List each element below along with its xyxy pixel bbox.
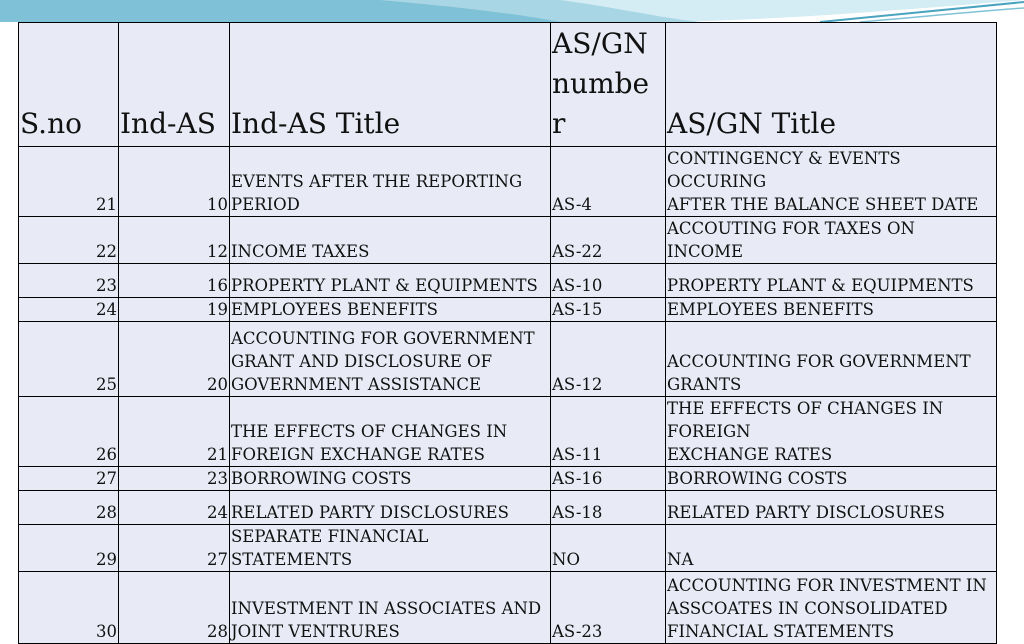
header-indas-title: Ind-AS Title bbox=[230, 23, 551, 147]
table-row bbox=[19, 322, 997, 397]
indas-number-cell: 21 bbox=[119, 397, 230, 467]
asgn-number-cell: AS-4 bbox=[551, 147, 666, 217]
indas-title-cell: THE EFFECTS OF CHANGES IN FOREIGN EXCHANGE RATES bbox=[230, 397, 551, 467]
header-asgn-number: AS/GN numbe r bbox=[551, 23, 666, 147]
sno-cell: 24 bbox=[19, 298, 119, 322]
sno-cell: 25 bbox=[19, 322, 119, 397]
sno-cell: 30 bbox=[19, 572, 119, 644]
sno-cell: 23 bbox=[19, 264, 119, 298]
indas-number-cell: 27 bbox=[119, 525, 230, 572]
header-sno: S.no bbox=[19, 23, 119, 147]
asgn-title-cell: ACCOUNTING FOR GOVERNMENT GRANTS bbox=[666, 322, 997, 397]
asgn-number-cell: AS-23 bbox=[551, 572, 666, 644]
header-asgn-title: AS/GN Title bbox=[666, 23, 997, 147]
asgn-title-cell: NA bbox=[666, 525, 997, 572]
sno-cell: 21 bbox=[19, 147, 119, 217]
asgn-number-cell: AS-22 bbox=[551, 217, 666, 264]
table-row bbox=[19, 572, 997, 644]
table-row bbox=[19, 467, 997, 491]
header-row bbox=[19, 23, 997, 147]
asgn-number-cell: NO bbox=[551, 525, 666, 572]
asgn-title-cell: ACCOUNTING FOR INVESTMENT IN ASSCOATES IN CONSOLIDATED FINANCIAL STATEMENTS bbox=[666, 572, 997, 644]
asgn-number-cell: AS-10 bbox=[551, 264, 666, 298]
sno-cell: 26 bbox=[19, 397, 119, 467]
indas-number-cell: 28 bbox=[119, 572, 230, 644]
indas-title-cell: BORROWING COSTS bbox=[230, 467, 551, 491]
indas-title-cell: EMPLOYEES BENEFITS bbox=[230, 298, 551, 322]
table-row bbox=[19, 217, 997, 264]
asgn-title-cell: BORROWING COSTS bbox=[666, 467, 997, 491]
table-row bbox=[19, 298, 997, 322]
indas-title-cell: INVESTMENT IN ASSOCIATES AND JOINT VENTRURES bbox=[230, 572, 551, 644]
sno-cell: 22 bbox=[19, 217, 119, 264]
sno-cell: 28 bbox=[19, 491, 119, 525]
indas-number-cell: 24 bbox=[119, 491, 230, 525]
table-row bbox=[19, 525, 997, 572]
indas-title-cell: RELATED PARTY DISCLOSURES bbox=[230, 491, 551, 525]
asgn-title-cell: EMPLOYEES BENEFITS bbox=[666, 298, 997, 322]
indas-number-cell: 10 bbox=[119, 147, 230, 217]
asgn-title-cell: RELATED PARTY DISCLOSURES bbox=[666, 491, 997, 525]
asgn-title-cell: THE EFFECTS OF CHANGES IN FOREIGN EXCHANGE RATES bbox=[666, 397, 997, 467]
indas-title-cell: SEPARATE FINANCIAL STATEMENTS bbox=[230, 525, 551, 572]
header-indas: Ind-AS bbox=[119, 23, 230, 147]
sno-cell: 29 bbox=[19, 525, 119, 572]
indas-number-cell: 23 bbox=[119, 467, 230, 491]
sno-cell: 27 bbox=[19, 467, 119, 491]
table-row bbox=[19, 397, 997, 467]
indas-title-cell: INCOME TAXES bbox=[230, 217, 551, 264]
indas-title-cell: PROPERTY PLANT & EQUIPMENTS bbox=[230, 264, 551, 298]
asgn-number-cell: AS-12 bbox=[551, 322, 666, 397]
table-row bbox=[19, 264, 997, 298]
indas-number-cell: 12 bbox=[119, 217, 230, 264]
indas-number-cell: 19 bbox=[119, 298, 230, 322]
indas-title-cell: ACCOUNTING FOR GOVERNMENT GRANT AND DISCLOSURE OF GOVERNMENT ASSISTANCE bbox=[230, 322, 551, 397]
indas-title-cell: EVENTS AFTER THE REPORTING PERIOD bbox=[230, 147, 551, 217]
asgn-title-cell: PROPERTY PLANT & EQUIPMENTS bbox=[666, 264, 997, 298]
ind-as-mapping-table bbox=[18, 22, 997, 644]
asgn-title-cell: ACCOUTING FOR TAXES ON INCOME bbox=[666, 217, 997, 264]
indas-number-cell: 20 bbox=[119, 322, 230, 397]
table-row bbox=[19, 147, 997, 217]
asgn-number-cell: AS-11 bbox=[551, 397, 666, 467]
table-row bbox=[19, 491, 997, 525]
asgn-number-cell: AS-16 bbox=[551, 467, 666, 491]
indas-number-cell: 16 bbox=[119, 264, 230, 298]
asgn-title-cell: CONTINGENCY & EVENTS OCCURING AFTER THE BALANCE SHEET DATE bbox=[666, 147, 997, 217]
asgn-number-cell: AS-18 bbox=[551, 491, 666, 525]
asgn-number-cell: AS-15 bbox=[551, 298, 666, 322]
